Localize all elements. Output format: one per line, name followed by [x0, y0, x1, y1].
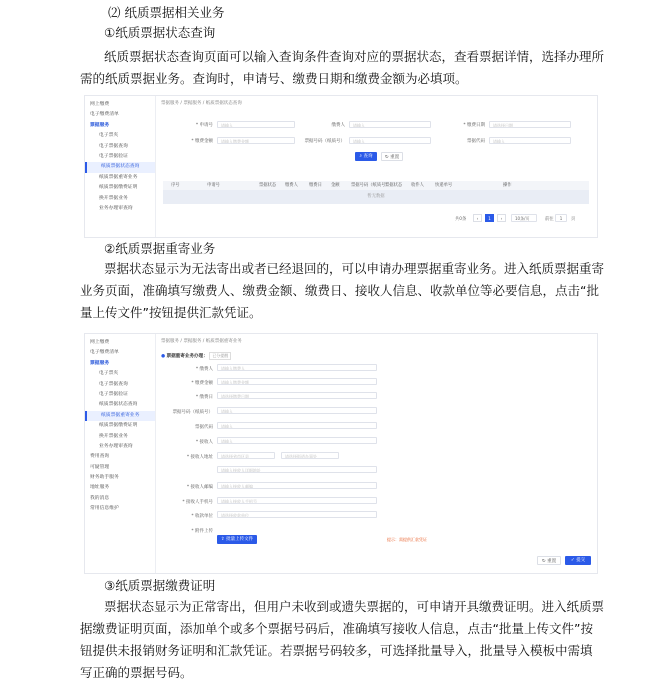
form-field-input[interactable]: 请选择缴费日期 [217, 392, 377, 399]
sidebar-item[interactable]: 纸质票据状态查询 [99, 402, 138, 408]
sidebar-item[interactable]: 业务办理审查询 [99, 443, 133, 449]
form-field-input[interactable]: 请输入接收人手机号 [217, 497, 377, 504]
sidebar-item[interactable]: 地址服务 [90, 485, 110, 491]
breadcrumb: 票据服务 / 票据服务 / 纸质票据状态查询 [161, 101, 242, 106]
empty-state: 暂无数据 [163, 190, 589, 204]
form-field-input[interactable]: 请输入缴费金额 [217, 378, 377, 385]
sidebar-item[interactable]: 纸质票据重寄业务 [85, 411, 155, 421]
pay-date-input[interactable]: 请选择日期 [489, 121, 571, 128]
column-header: 金额 [331, 183, 340, 188]
table-header [163, 181, 589, 190]
amount-input[interactable]: 请输入缴费金额 [217, 137, 295, 144]
column-header: 申请号 [207, 183, 220, 188]
sidebar-item[interactable]: 电子票夹 [99, 133, 119, 139]
paragraph-status-query: 纸质票据状态查询页面可以输入查询条件查询对应的票据状态，查看票据详情，选择办理所需的纸质票据业务。查询时，申请号、缴费日期和缴费金额为必填项。 [80, 49, 605, 86]
subsection-heading-resend: ②纸质票据重寄业务 [104, 241, 216, 256]
form-field-label: * 接收人 [195, 440, 213, 445]
bill-code-label: 票据代码 [467, 139, 485, 144]
form-field-input[interactable]: 请输入 [217, 422, 377, 429]
pagination-total: 共0条 [455, 217, 467, 222]
column-header: 票据状态 [385, 183, 403, 188]
sidebar-item[interactable]: 常用信息维护 [90, 506, 119, 512]
form-field-label: * 收款单位 [191, 514, 213, 519]
sidebar-item[interactable]: 电子票据验证 [99, 391, 128, 397]
amount-label: * 缴费金额 [191, 139, 213, 144]
section-hint-tag: 已分提醒 [209, 352, 231, 360]
pay-date-label: * 缴费日期 [463, 123, 485, 128]
sidebar-item[interactable]: 票据服务 [90, 360, 110, 366]
column-header: 缴费日 [309, 183, 322, 188]
section-heading: ⑵ 纸质票据相关业务 [108, 5, 225, 20]
breadcrumb: 票据服务 / 票据服务 / 纸质票据重寄业务 [161, 339, 242, 344]
payer-input[interactable]: 请输入 [349, 121, 431, 128]
submit-button-label: 提交 [576, 558, 586, 563]
form-field-label: * 接收人手机号 [182, 500, 213, 505]
sidebar-item[interactable]: 换开票据业务 [99, 433, 128, 439]
apply-no-label: * 申请号 [195, 123, 213, 128]
goto-label: 前往 [545, 217, 554, 222]
form-field-label: 票据号码（纸质号） [172, 410, 213, 415]
sidebar-item[interactable]: 网上缴费 [90, 340, 110, 345]
subsection-heading-status-query: ①纸质票据状态查询 [104, 25, 216, 40]
reset-button-label: 重置 [547, 559, 557, 564]
paragraph-resend: 票据状态显示为无法寄出或者已经退回的，可以申请办理票据重寄业务。进入纸质票据重寄业务页面，准确填写缴费人、缴费金额、缴费日、接收人信息、收款单位等必要信息，点击“批量上传文件”按钮提供汇款凭证。 [80, 261, 605, 320]
sidebar [85, 96, 156, 237]
column-header: 操作 [503, 183, 512, 188]
sidebar-item[interactable]: 电子缴费清单 [90, 112, 119, 118]
reset-button-label: 重置 [390, 155, 400, 160]
paragraph-payment-proof: 票据状态显示为正常寄出，但用户未收到或遗失票据的，可申请开具缴费证明。进入纸质票据缴费证明页面，添加单个或多个票据号码后，准确填写接收人信息，点击“批量上传文件”按钮提供未报销财务证明和汇款凭证。若票据号码较多，可选择批量导入，批量导入模板中需填写正确的票据号码。 [80, 599, 605, 680]
reset-button[interactable]: ↻ 重置 [381, 152, 403, 161]
sidebar-item[interactable]: 我的消息 [90, 495, 110, 501]
form-field-label: 票据代码 [195, 425, 213, 430]
sidebar-item[interactable]: 换开票据业务 [99, 195, 128, 201]
sidebar-item[interactable]: 电子缴费清单 [90, 350, 119, 356]
sidebar-item[interactable]: 纸质票据状态查询 [85, 162, 155, 172]
form-field-input[interactable]: 请输入 [217, 407, 377, 414]
form-field-label: * 缴费日 [195, 395, 213, 400]
resend-screenshot [84, 333, 598, 574]
form-section-label: 票据重寄业务办理： [166, 354, 208, 359]
search-button-label: 查询 [363, 154, 373, 159]
sidebar-item[interactable]: 电子票据查询 [99, 143, 128, 149]
form-field-label: * 附件上传 [191, 529, 213, 534]
column-header: 缴费人 [285, 183, 298, 188]
submit-button[interactable]: ✓ 提交 [565, 556, 591, 565]
form-field-input[interactable]: 请输入 [217, 437, 377, 444]
sidebar-item[interactable]: 纸质票据缴费证明 [99, 423, 138, 429]
page-1-button[interactable]: 1 [485, 214, 494, 222]
sidebar-item[interactable]: 纸质票据重寄业务 [99, 174, 138, 180]
sidebar-item[interactable]: 可疑管理 [90, 464, 110, 470]
form-field-input[interactable]: 请选择收款单位 [217, 511, 377, 518]
bill-no-label: 票据号码（纸质号） [304, 139, 345, 144]
form-field-input[interactable]: 请输入接收人邮编 [217, 482, 377, 489]
next-page-button[interactable]: › [497, 214, 506, 222]
prev-page-button[interactable]: ‹ [473, 214, 482, 222]
sidebar-item[interactable]: 财务助手服务 [90, 475, 119, 481]
upload-hint: 提示：需提供汇款凭证 [387, 537, 427, 542]
form-field-input[interactable]: 请选择省市区县 [217, 452, 275, 459]
form-field-label: * 接收人地址 [186, 455, 213, 460]
sidebar-item[interactable]: 电子票据验证 [99, 153, 128, 159]
column-header: 快递单号 [435, 183, 453, 188]
form-field-label: * 接收人邮编 [186, 485, 213, 490]
street-select[interactable]: 请选择街道办事处 [281, 452, 339, 459]
goto-page-input[interactable]: 1 [555, 214, 567, 222]
form-field-label: * 缴费人 [195, 367, 213, 372]
sidebar-item[interactable]: 费用查询 [90, 454, 110, 460]
search-button[interactable]: ⌕ 查询 [355, 152, 377, 161]
column-header: 票据状态 [259, 183, 277, 188]
reset-button[interactable]: ↻ 重置 [537, 556, 561, 565]
form-field-label: * 缴费金额 [191, 381, 213, 386]
sidebar-item[interactable]: 业务办理审查询 [99, 205, 133, 211]
apply-no-input[interactable]: 请输入 [217, 121, 295, 128]
batch-upload-label: 批量上传文件 [226, 537, 254, 542]
batch-upload-button[interactable]: ⇪ 批量上传文件 [217, 535, 257, 544]
sidebar-item[interactable]: 电子票夹 [99, 371, 119, 377]
sidebar [85, 334, 156, 573]
sidebar-item[interactable]: 网上缴费 [90, 102, 110, 107]
sidebar-item[interactable]: 纸质票据缴费证明 [99, 185, 138, 191]
sidebar-item[interactable]: 票据服务 [90, 122, 110, 128]
form-section-title: ● 票据重寄业务办理： 已分提醒 [161, 352, 231, 360]
status-query-screenshot [84, 95, 598, 238]
column-header: 收件人 [411, 183, 424, 188]
sidebar-item[interactable]: 电子票据查询 [99, 381, 128, 387]
bill-code-input[interactable]: 请输入 [489, 137, 571, 144]
bill-no-input[interactable]: 请输入 [349, 137, 431, 144]
column-header: 序号 [171, 183, 180, 188]
page-size-select[interactable]: 10条/页 [511, 214, 537, 222]
payer-label: 缴费人 [331, 123, 345, 128]
form-field-input[interactable]: 请输入缴费人 [217, 364, 377, 371]
subsection-heading-payment-proof: ③纸质票据缴费证明 [104, 578, 216, 593]
column-header: 票据号码（纸质号） [351, 183, 390, 188]
page-unit-label: 页 [571, 217, 576, 222]
form-field-input[interactable]: 请输入接收人详细地址 [217, 466, 377, 473]
